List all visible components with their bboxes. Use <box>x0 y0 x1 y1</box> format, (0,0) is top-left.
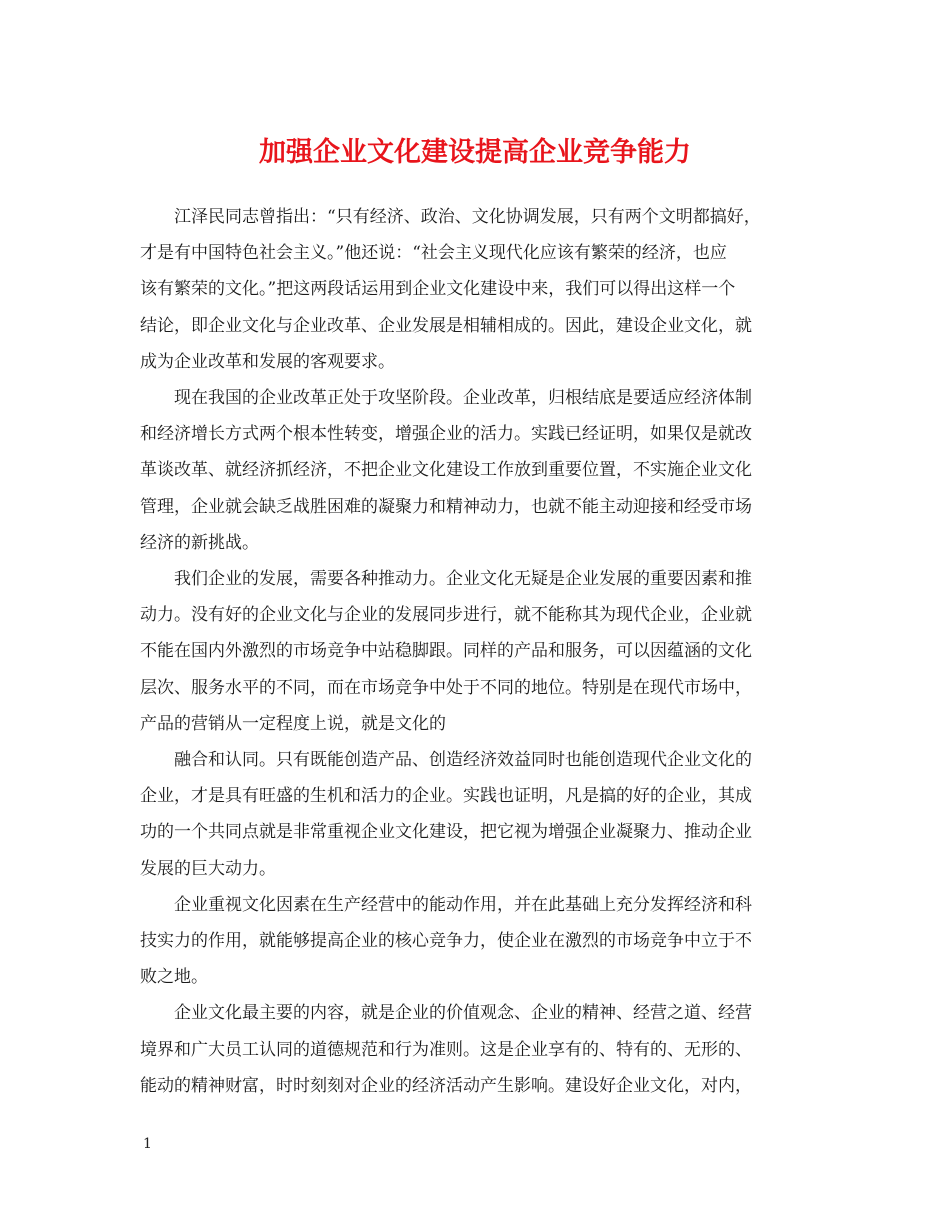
body-paragraph <box>140 887 816 996</box>
paragraph-line: 江泽民同志曾指出：“只有经济、政治、文化协调发展，只有两个文明都搞好， <box>174 207 761 227</box>
paragraph-line: 革谈改革、就经济抓经济，不把企业文化建设工作放到重要位置，不实施企业文化 <box>140 460 752 481</box>
paragraph-line: 层次、服务水平的不同，而在市场竞争中处于不同的地位。特别是在现代市场中， <box>140 677 752 698</box>
paragraph-line: 产品的营销从一定程度上说，就是文化的 <box>140 713 446 734</box>
paragraph-line: 技实力的作用，就能够提高企业的核心竞争力，使企业在激烈的市场竞争中立于不 <box>140 931 752 952</box>
document-body <box>140 199 816 1104</box>
body-paragraph <box>140 380 816 561</box>
paragraph-line: 结论，即企业文化与企业改革、企业发展是相辅相成的。因此，建设企业文化，就 <box>140 315 752 336</box>
page-number: 1 <box>143 1136 152 1152</box>
body-paragraph <box>140 995 816 1104</box>
paragraph-line: 企业，才是具有旺盛的生机和活力的企业。实践也证明，凡是搞的好的企业，其成 <box>140 786 752 807</box>
paragraph-line: 和经济增长方式两个根本性转变，增强企业的活力。实践已经证明，如果仅是就改 <box>140 424 752 445</box>
paragraph-line: 现在我国的企业改革正处于攻坚阶段。企业改革，归根结底是要适应经济体制 <box>174 388 752 409</box>
body-paragraph <box>140 561 816 742</box>
document-title: 加强企业文化建设提高企业竞争能力 <box>259 137 691 168</box>
paragraph-line: 该有繁荣的文化。”把这两段话运用到企业文化建设中来，我们可以得出这样一个 <box>140 279 736 300</box>
body-paragraph <box>140 742 816 887</box>
paragraph-line: 经济的新挑战。 <box>140 532 259 553</box>
paragraph-line: 企业文化最主要的内容，就是企业的价值观念、企业的精神、经营之道、经营 <box>174 1003 752 1024</box>
paragraph-line: 不能在国内外激烈的市场竞争中站稳脚跟。同样的产品和服务，可以因蕴涵的文化 <box>140 641 752 662</box>
paragraph-line: 功的一个共同点就是非常重视企业文化建设，把它视为增强企业凝聚力、推动企业 <box>140 822 752 843</box>
paragraph-line: 发展的巨大动力。 <box>140 858 276 879</box>
paragraph-line: 成为企业改革和发展的客观要求。 <box>140 351 395 372</box>
paragraph-line: 能动的精神财富，时时刻刻对企业的经济活动产生影响。建设好企业文化，对内， <box>140 1075 752 1096</box>
body-paragraph <box>140 199 816 380</box>
paragraph-line: 我们企业的发展，需要各种推动力。企业文化无疑是企业发展的重要因素和推 <box>174 569 752 590</box>
paragraph-line: 败之地。 <box>140 967 208 988</box>
paragraph-line: 企业重视文化因素在生产经营中的能动作用，并在此基础上充分发挥经济和科 <box>174 894 752 915</box>
paragraph-line: 才是有中国特色社会主义。”他还说：“社会主义现代化应该有繁荣的经济，也应 <box>140 243 727 264</box>
paragraph-line: 管理，企业就会缺乏战胜困难的凝聚力和精神动力，也就不能主动迎接和经受市场 <box>140 496 752 517</box>
paragraph-line: 融合和认同。只有既能创造产品、创造经济效益同时也能创造现代企业文化的 <box>174 750 752 771</box>
paragraph-line: 动力。没有好的企业文化与企业的发展同步进行，就不能称其为现代企业，企业就 <box>140 605 752 626</box>
paragraph-line: 境界和广大员工认同的道德规范和行为准则。这是企业享有的、特有的、无形的、 <box>140 1039 752 1060</box>
